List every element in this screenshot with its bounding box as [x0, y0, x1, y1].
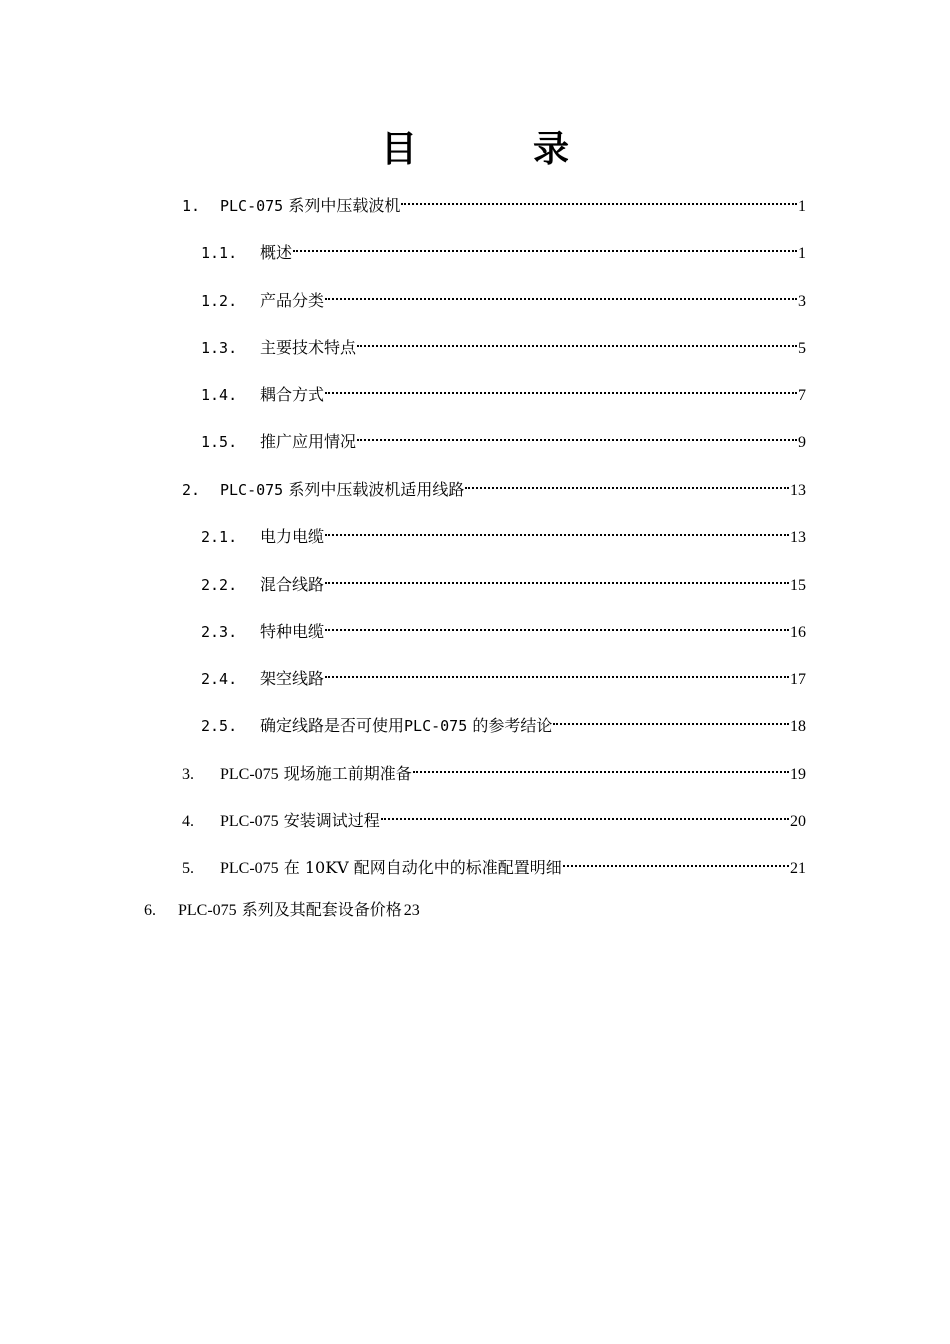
dot-leader [401, 187, 797, 211]
toc-entry-number: 1. [182, 197, 201, 215]
toc-entry-1-4[interactable] [201, 376, 806, 404]
toc-entry-1-1[interactable] [201, 234, 806, 262]
toc-entry-2-3[interactable] [201, 613, 806, 641]
toc-entry-1-3[interactable] [201, 329, 806, 357]
dot-leader [325, 660, 789, 684]
toc-entry-2-4[interactable] [201, 660, 806, 688]
toc-entry-page: 23 [403, 902, 420, 919]
toc-entry-title: PLC-075 现场施工前期准备 [220, 764, 412, 783]
toc-entry-title: 推广应用情况 [260, 432, 357, 451]
toc-entry-title: 架空线路 [260, 669, 325, 688]
dot-leader [293, 234, 797, 258]
toc-entry-title: 产品分类 [260, 291, 325, 310]
dot-leader [553, 707, 789, 731]
toc-entry-page: 15 [790, 577, 806, 594]
toc-entry-number: 1.3. [201, 339, 238, 357]
dot-leader [413, 755, 789, 779]
toc-entry-number: 2.1. [201, 528, 238, 546]
toc-entry-1-5[interactable] [201, 423, 806, 451]
toc-entry-page: 13 [790, 529, 806, 546]
toc-entry-number: 1.2. [201, 292, 238, 310]
toc-entry-page: 21 [790, 860, 806, 877]
dot-leader [325, 282, 797, 306]
toc-entry-page: 13 [790, 482, 806, 499]
toc-entry-number: 2. [182, 481, 201, 499]
toc-entry-page: 1 [798, 245, 806, 262]
toc-entry-title: 耦合方式 [260, 385, 325, 404]
dot-leader [381, 802, 789, 826]
toc-entry-title: 特种电缆 [260, 622, 325, 641]
toc-entry-title: PLC-075 系列中压载波机适用线路 [220, 480, 465, 499]
dot-leader [357, 423, 797, 447]
toc-entry-number: 2.2. [201, 576, 238, 594]
dot-leader [563, 849, 789, 873]
toc-entry-title: 概述 [260, 243, 293, 262]
toc-entry-title: 电力电缆 [260, 527, 325, 546]
toc-entry-title: PLC-075 系列中压载波机 [220, 196, 401, 215]
toc-entry-number: 2.5. [201, 717, 238, 735]
dot-leader [465, 471, 789, 495]
toc-entry-title: PLC-075 在 10KV 配网自动化中的标准配置明细 [220, 858, 562, 877]
toc-entry-6[interactable] [144, 898, 420, 922]
toc-entry-number: 1.4. [201, 386, 238, 404]
toc-entry-number: 1.5. [201, 433, 238, 451]
toc-entry-number: 1.1. [201, 244, 238, 262]
dot-leader [325, 613, 789, 637]
toc-entry-3[interactable] [182, 755, 806, 783]
toc-entry-number: 6. [144, 902, 156, 919]
page-title: 目 录 [380, 128, 609, 170]
toc-entry-page: 9 [798, 434, 806, 451]
toc-entry-title: PLC-075 系列及其配套设备价格 [178, 900, 402, 919]
toc-entry-2-5[interactable] [201, 707, 806, 735]
toc-entry-page: 7 [798, 387, 806, 404]
toc-entry-title: 主要技术特点 [260, 338, 357, 357]
toc-entry-number: 2.4. [201, 670, 238, 688]
toc-entry-title: PLC-075 安装调试过程 [220, 811, 380, 830]
toc-entry-title: 确定线路是否可使用PLC-075 的参考结论 [260, 716, 553, 735]
toc-entry-page: 20 [790, 813, 806, 830]
toc-entry-page: 5 [798, 340, 806, 357]
dot-leader [325, 518, 789, 542]
toc-entry-number: 2.3. [201, 623, 238, 641]
toc-entry-1-2[interactable] [201, 282, 806, 310]
toc-entry-number: 5. [182, 860, 194, 877]
toc-entry-page: 1 [798, 198, 806, 215]
toc-entry-title: 混合线路 [260, 575, 325, 594]
toc-entry-number: 3. [182, 766, 194, 783]
dot-leader [325, 566, 789, 590]
toc-entry-page: 3 [798, 293, 806, 310]
toc-entry-page: 19 [790, 766, 806, 783]
toc-entry-4[interactable] [182, 802, 806, 830]
dot-leader [357, 329, 797, 353]
toc-entry-number: 4. [182, 813, 194, 830]
toc-entry-1[interactable] [182, 187, 806, 215]
toc-entry-2[interactable] [182, 471, 806, 499]
toc-entry-2-1[interactable] [201, 518, 806, 546]
dot-leader [325, 376, 797, 400]
toc-entry-page: 16 [790, 624, 806, 641]
toc-entry-5[interactable] [182, 849, 806, 877]
toc-entry-2-2[interactable] [201, 566, 806, 594]
toc-entry-page: 18 [790, 718, 806, 735]
toc-entry-page: 17 [790, 671, 806, 688]
